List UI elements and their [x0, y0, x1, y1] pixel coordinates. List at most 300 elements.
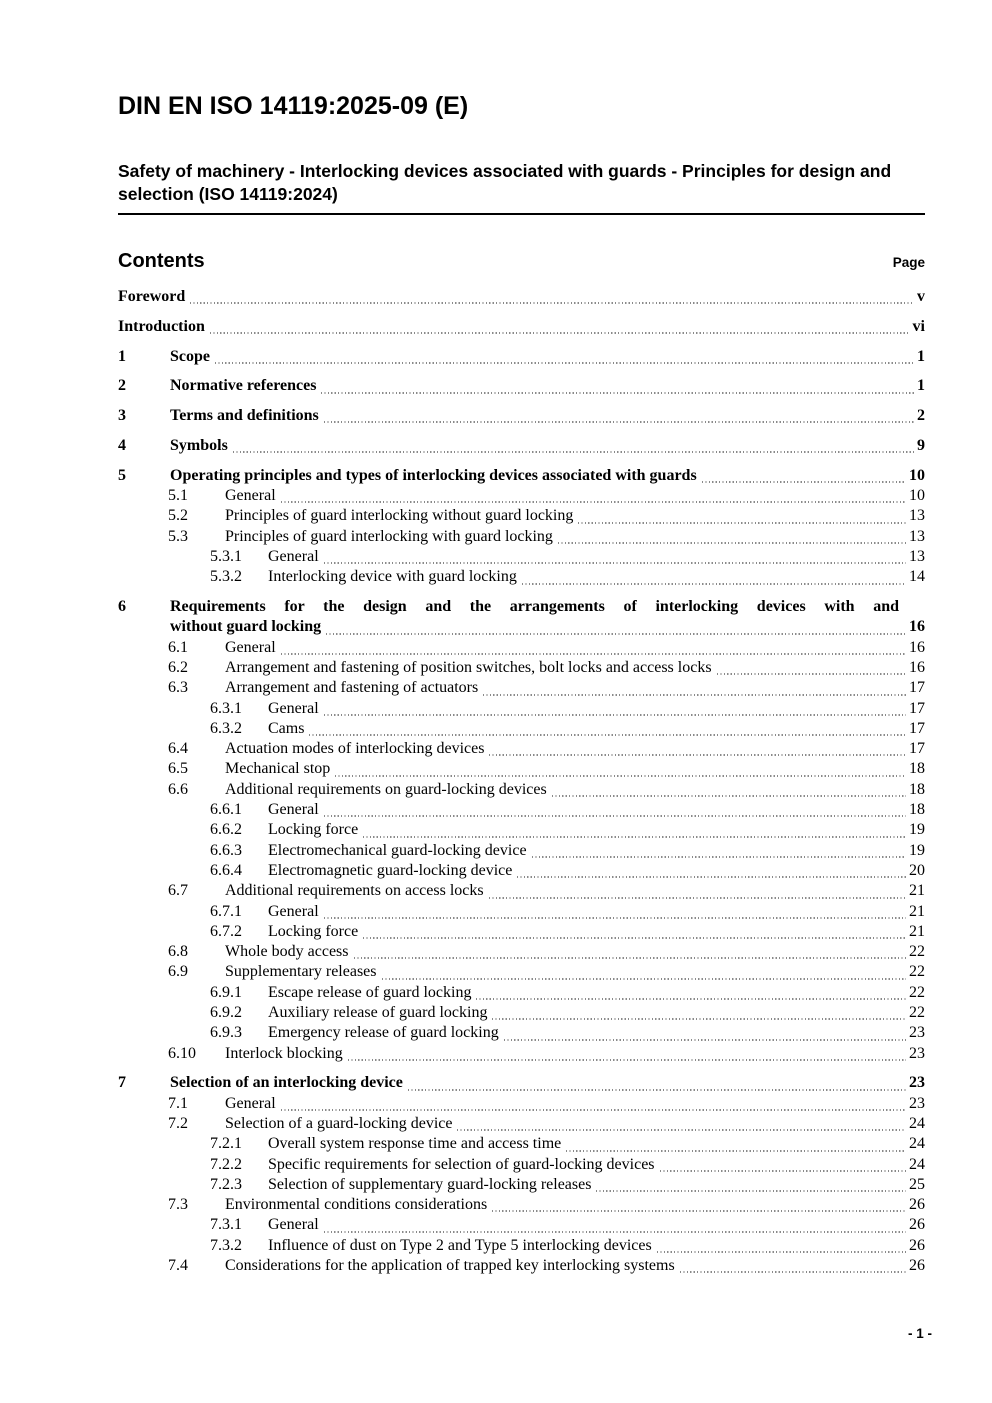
toc-entry [118, 699, 925, 719]
dot-leader [190, 302, 914, 304]
toc-entry-line [225, 962, 925, 982]
toc-entry [118, 962, 925, 982]
toc-entry-title: Overall system response time and access time [268, 1135, 562, 1153]
toc-entry-title: Auxiliary release of guard locking [268, 1004, 488, 1021]
toc-entry-number: 7.1 [168, 1094, 188, 1112]
toc-entry-body [268, 1236, 925, 1256]
toc-entry [118, 347, 925, 367]
toc-entry-title: General [268, 902, 319, 920]
dot-leader [363, 836, 906, 838]
toc-page-number: 17 [909, 740, 925, 758]
toc-entry-body [268, 699, 925, 719]
toc-entry [118, 486, 925, 506]
toc-entry-line [268, 800, 925, 820]
page-number-footer: - 1 - [907, 1326, 932, 1341]
toc-entry-body [170, 406, 925, 426]
toc-entry-number: 7.2.1 [210, 1135, 242, 1153]
toc-entry [118, 1134, 925, 1154]
toc-entry [118, 506, 925, 526]
dot-leader [657, 1251, 906, 1253]
toc-page-number: 22 [909, 983, 925, 1001]
toc-entry [118, 780, 925, 800]
toc-page-number: 16 [909, 658, 925, 676]
toc-entry-number: 5.3.2 [210, 568, 242, 586]
toc-entry-number: 6.8 [168, 943, 188, 961]
toc-entry-number: 6.10 [168, 1044, 196, 1062]
toc-page-number: 23 [909, 1094, 925, 1112]
dot-leader [215, 362, 914, 364]
dot-leader [596, 1190, 906, 1192]
toc-entry [118, 1236, 925, 1256]
toc-entry-line [268, 902, 925, 922]
toc-entry-body [170, 347, 925, 367]
toc-entry [118, 1256, 925, 1276]
toc-page-number: 17 [909, 719, 925, 737]
toc-page-number: 18 [909, 760, 925, 778]
toc-entry-line [225, 1195, 925, 1215]
document-number: DIN EN ISO 14119:2025-09 (E) [118, 92, 469, 120]
dot-leader [457, 1129, 906, 1131]
toc-entry-line [225, 942, 925, 962]
toc-entry-title: Electromagnetic guard-locking device [268, 861, 513, 879]
toc-entry-body [225, 678, 925, 698]
toc-entry-body [170, 376, 925, 396]
toc-entry-number: 6.9.2 [210, 1004, 242, 1021]
dot-leader [324, 1231, 906, 1233]
toc-entry-number: 7.3.1 [210, 1216, 242, 1234]
toc-page-number: 24 [909, 1135, 925, 1153]
dot-leader [335, 775, 906, 777]
toc-page-number: 21 [909, 902, 925, 920]
toc-entry-body [225, 658, 925, 678]
toc-entry-number: 5.3.1 [210, 547, 242, 565]
toc-page-number: 2 [917, 407, 925, 425]
toc-entry-line [225, 486, 925, 506]
toc-entry [118, 1044, 925, 1064]
toc-entry-body [225, 486, 925, 506]
toc-entry-title: Mechanical stop [225, 760, 331, 778]
toc-entry-number: 2 [118, 377, 126, 395]
toc-entry-body [170, 436, 925, 456]
dot-leader [281, 501, 906, 503]
dot-leader [489, 897, 906, 899]
toc-page-number: 19 [909, 841, 925, 859]
dot-leader [321, 392, 914, 394]
toc-page-number: 26 [909, 1257, 925, 1275]
toc-entry [118, 436, 925, 456]
toc-entry-line [268, 820, 925, 840]
toc-entry-title: Selection of supplementary guard-locking releases [268, 1175, 592, 1193]
toc-entry-number: 6.2 [168, 658, 188, 676]
toc-entry [118, 567, 925, 587]
toc-entry-title: Terms and definitions [170, 407, 319, 425]
toc-entry-body [268, 861, 925, 881]
toc-entry-body [225, 739, 925, 759]
toc-page-number: 1 [917, 377, 925, 395]
toc-entry-number: 6.7 [168, 882, 188, 900]
toc-entry-body [170, 466, 925, 486]
toc-entry-body [225, 942, 925, 962]
toc-page-number: 24 [909, 1155, 925, 1173]
contents-header-row [118, 248, 925, 274]
toc-entry-body [268, 1023, 925, 1043]
toc-page-number: 13 [909, 547, 925, 565]
toc-entry-line [225, 678, 925, 698]
toc-entry [118, 527, 925, 547]
toc-entry-title: Specific requirements for selection of guard-locking devices [268, 1155, 655, 1173]
toc-entry-number: 4 [118, 436, 126, 454]
toc-entry [118, 942, 925, 962]
toc-entry-line [268, 983, 925, 1003]
toc-entry-title: Supplementary releases [225, 963, 377, 981]
toc-entry [118, 406, 925, 426]
toc-entry [118, 1175, 925, 1195]
toc-entry [118, 1073, 925, 1093]
dot-leader [324, 917, 906, 919]
toc-entry [118, 719, 925, 739]
toc-entry-title: Operating principles and types of interlocking devices associated with guards [170, 466, 697, 484]
toc-entry-title: Emergency release of guard locking [268, 1024, 499, 1042]
toc-entry-line [225, 1114, 925, 1134]
toc-entry [118, 1094, 925, 1114]
dot-leader [660, 1170, 906, 1172]
toc-entry-number: 6.9.3 [210, 1024, 242, 1042]
toc-entry-number: 6.5 [168, 760, 188, 778]
toc-entry-title: Electromechanical guard-locking device [268, 841, 527, 859]
toc-entry-number: 6.6 [168, 780, 188, 798]
toc-entry-line [225, 881, 925, 901]
toc-entry-body [268, 820, 925, 840]
toc-entry-line [170, 347, 925, 367]
toc-entry-body [225, 1094, 925, 1114]
toc-page-number: 26 [909, 1196, 925, 1214]
toc-entry-body [225, 780, 925, 800]
dot-leader [702, 481, 906, 483]
dot-leader [558, 542, 906, 544]
toc-entry-line [225, 506, 925, 526]
toc-entry-title: Principles of guard interlocking with guard locking [225, 527, 553, 545]
toc-entry-title: Foreword [118, 288, 186, 305]
toc-entry-title: Introduction [118, 317, 205, 335]
toc-entry-line [268, 841, 925, 861]
toc-entry [118, 597, 925, 638]
toc-entry-title: Additional requirements on access locks [225, 882, 484, 900]
toc-page-number: 10 [909, 466, 925, 484]
toc-entry-number: 6.6.4 [210, 861, 242, 879]
toc-entry-line [268, 1215, 925, 1235]
toc-entry-body [268, 1003, 925, 1023]
toc-entry [118, 547, 925, 567]
toc-entry-title: Interlocking device with guard locking [268, 568, 517, 586]
toc-entry-title: Symbols [170, 436, 228, 454]
toc-entry-body [118, 287, 925, 307]
toc-entry-line [268, 922, 925, 942]
toc-entry-line [268, 699, 925, 719]
toc-entry-number: 6.3.2 [210, 719, 242, 737]
toc-page-number: 18 [909, 801, 925, 819]
toc-entry [118, 759, 925, 779]
toc-entry-title: Arrangement and fastening of position switches, bolt locks and access locks [225, 658, 712, 676]
toc-entry-line [268, 861, 925, 881]
toc-page-number: 21 [909, 922, 925, 940]
toc-entry-line [268, 1175, 925, 1195]
toc-entry [118, 638, 925, 658]
toc-entry-line [268, 719, 925, 739]
toc-entry-line [170, 376, 925, 396]
toc-entry [118, 881, 925, 901]
table-of-contents [118, 287, 925, 1276]
toc-entry-body [268, 800, 925, 820]
toc-entry-title: Influence of dust on Type 2 and Type 5 interlocking devices [268, 1236, 652, 1254]
toc-entry-body [225, 1114, 925, 1134]
toc-entry-number: 7.3.2 [210, 1236, 242, 1254]
toc-entry-body [225, 527, 925, 547]
toc-page-number: 23 [909, 1024, 925, 1042]
toc-entry [118, 800, 925, 820]
dot-leader [717, 673, 906, 675]
toc-entry-body [268, 1155, 925, 1175]
toc-entry-line [225, 638, 925, 658]
toc-page-number: 14 [909, 568, 925, 586]
toc-entry [118, 1215, 925, 1235]
toc-entry-title: Whole body access [225, 943, 349, 961]
dot-leader [504, 1039, 906, 1041]
contents-heading: Contents [118, 250, 205, 272]
toc-entry-line [170, 406, 925, 426]
toc-entry-title: Interlock blocking [225, 1044, 343, 1062]
toc-entry-title: General [225, 1094, 276, 1112]
toc-entry-body [225, 638, 925, 658]
toc-entry-number: 1 [118, 347, 126, 365]
toc-page-number: 24 [909, 1114, 925, 1132]
toc-entry-number: 7.2 [168, 1114, 188, 1132]
toc-entry-number: 7.4 [168, 1257, 188, 1275]
toc-entry-body [225, 962, 925, 982]
toc-entry-title: Environmental conditions considerations [225, 1196, 488, 1214]
toc-entry-line [225, 1256, 925, 1276]
dot-leader [578, 522, 906, 524]
toc-page-number: 22 [909, 963, 925, 981]
toc-entry-number: 6.3 [168, 679, 188, 697]
toc-entry-number: 7.2.2 [210, 1155, 242, 1173]
dot-leader [408, 1089, 906, 1091]
toc-entry-line [268, 547, 925, 567]
document-title: Safety of machinery - Interlocking devices associated with guards - Principles for design and selection (ISO 14119:2024) [118, 160, 925, 215]
toc-entry-body [268, 841, 925, 861]
toc-entry-number: 6.6.2 [210, 821, 242, 839]
toc-entry-body [268, 983, 925, 1003]
toc-entry-line [268, 1155, 925, 1175]
toc-entry-number: 7.3 [168, 1196, 188, 1214]
toc-entry-line [225, 527, 925, 547]
toc-entry-number: 6.6.1 [210, 801, 242, 819]
dot-leader [363, 937, 906, 939]
toc-page-number: 16 [909, 638, 925, 656]
toc-page-number: 20 [909, 861, 925, 879]
dot-leader [210, 332, 910, 334]
toc-page-number: 26 [909, 1236, 925, 1254]
toc-entry-title: Selection of a guard-locking device [225, 1114, 453, 1132]
toc-entry-number: 7 [118, 1074, 126, 1092]
toc-entry-line [225, 658, 925, 678]
toc-entry-number: 6.6.3 [210, 841, 242, 859]
toc-entry-line [170, 436, 925, 456]
toc-entry-body [118, 317, 925, 337]
toc-entry-line [225, 759, 925, 779]
toc-page-number: 22 [909, 943, 925, 961]
dot-leader [522, 583, 906, 585]
toc-entry-title: Scope [170, 347, 210, 365]
toc-entry-body [225, 881, 925, 901]
toc-entry [118, 902, 925, 922]
toc-entry-body [268, 1134, 925, 1154]
dot-leader [326, 633, 906, 635]
toc-entry-body [268, 922, 925, 942]
toc-entry-line [268, 1023, 925, 1043]
dot-leader [354, 957, 906, 959]
page-column-label: Page [892, 255, 925, 270]
toc-entry [118, 317, 925, 337]
toc-page-number: 26 [909, 1216, 925, 1234]
dot-leader [492, 1210, 906, 1212]
toc-entry-title: Additional requirements on guard-locking devices [225, 780, 547, 798]
toc-entry-number: 6.9.1 [210, 983, 242, 1001]
toc-entry-title: General [268, 1216, 319, 1234]
dot-leader [489, 754, 906, 756]
toc-entry [118, 1155, 925, 1175]
dot-leader [324, 714, 906, 716]
toc-page-number: 23 [909, 1074, 925, 1092]
toc-entry-title: General [268, 547, 319, 565]
toc-entry-number: 6.9 [168, 963, 188, 981]
dot-leader [552, 795, 906, 797]
toc-entry-body [268, 567, 925, 587]
toc-page-number: 13 [909, 507, 925, 525]
toc-entry-line [225, 1094, 925, 1114]
toc-entry [118, 841, 925, 861]
toc-page-number: 9 [917, 436, 925, 454]
dot-leader [680, 1271, 906, 1273]
toc-entry-number: 5.1 [168, 487, 188, 505]
toc-entry-number: 5.2 [168, 507, 188, 525]
toc-entry-number: 6.3.1 [210, 699, 242, 717]
toc-entry [118, 658, 925, 678]
toc-entry-body [225, 1256, 925, 1276]
toc-entry [118, 1023, 925, 1043]
toc-entry-line [225, 780, 925, 800]
toc-entry-number: 6 [118, 598, 126, 616]
toc-page-number: vi [912, 317, 925, 335]
toc-entry [118, 1195, 925, 1215]
toc-entry-line [268, 1003, 925, 1023]
toc-entry-body [268, 1215, 925, 1235]
toc-entry-title: Actuation modes of interlocking devices [225, 740, 485, 758]
toc-entry-title: General [225, 638, 276, 656]
toc-entry-title: Locking force [268, 821, 359, 839]
dot-leader [324, 562, 906, 564]
toc-entry-title: without guard locking [170, 618, 322, 636]
toc-page-number: 16 [909, 618, 925, 636]
toc-entry-number: 3 [118, 407, 126, 425]
dot-leader [492, 1018, 906, 1020]
toc-entry-line [268, 1236, 925, 1256]
toc-entry-line [268, 1134, 925, 1154]
dot-leader [517, 876, 906, 878]
toc-entry-body [268, 547, 925, 567]
toc-entry-body [170, 597, 925, 638]
toc-entry-number: 6.7.2 [210, 922, 242, 940]
toc-entry-line [225, 1044, 925, 1064]
toc-entry [118, 820, 925, 840]
toc-page-number: 17 [909, 699, 925, 717]
toc-entry [118, 376, 925, 396]
toc-entry-body [225, 506, 925, 526]
toc-page-number: 10 [909, 487, 925, 505]
toc-entry-title: Selection of an interlocking device [170, 1074, 403, 1092]
toc-entry-line [170, 466, 925, 486]
toc-entry-number: 5.3 [168, 527, 188, 545]
toc-entry [118, 287, 925, 307]
toc-entry-title: General [225, 487, 276, 505]
toc-entry-line [268, 567, 925, 587]
dot-leader [309, 734, 906, 736]
toc-entry-title: Requirements for the design and the arrangements of interlocking devices with and [170, 598, 899, 616]
toc-entry-number: 6.1 [168, 638, 188, 656]
toc-entry-title: Considerations for the application of trapped key interlocking systems [225, 1257, 675, 1275]
toc-entry-line [170, 617, 925, 637]
toc-entry-title: Normative references [170, 377, 317, 395]
toc-page-number: 23 [909, 1044, 925, 1062]
toc-entry-title: General [268, 801, 319, 819]
toc-entry-number: 6.7.1 [210, 902, 242, 920]
toc-entry-title: Principles of guard interlocking without guard locking [225, 507, 574, 525]
toc-entry-line [118, 317, 925, 337]
toc-entry-number: 5 [118, 466, 126, 484]
toc-page-number: 13 [909, 527, 925, 545]
toc-entry-body [225, 759, 925, 779]
toc-entry-body [225, 1044, 925, 1064]
toc-entry-line [118, 287, 925, 307]
toc-entry-body [225, 1195, 925, 1215]
toc-entry-number: 6.4 [168, 740, 188, 758]
toc-entry-body [268, 719, 925, 739]
dot-leader [476, 998, 906, 1000]
dot-leader [281, 653, 906, 655]
toc-entry-body [268, 902, 925, 922]
toc-entry-body [268, 1175, 925, 1195]
toc-entry-title: General [268, 699, 319, 717]
toc-entry [118, 1114, 925, 1134]
toc-page-number: 25 [909, 1175, 925, 1193]
dot-leader [483, 694, 906, 696]
toc-entry-line [170, 1073, 925, 1093]
dot-leader [233, 451, 914, 453]
toc-page-number: 1 [917, 347, 925, 365]
dot-leader [324, 421, 914, 423]
toc-page-number: v [917, 288, 925, 305]
dot-leader [566, 1150, 906, 1152]
toc-page-number: 19 [909, 821, 925, 839]
toc-entry-number: 7.2.3 [210, 1175, 242, 1193]
toc-entry-title: Arrangement and fastening of actuators [225, 679, 479, 697]
toc-entry [118, 739, 925, 759]
toc-entry [118, 861, 925, 881]
toc-page-number: 22 [909, 1004, 925, 1021]
dot-leader [532, 856, 906, 858]
toc-entry [118, 983, 925, 1003]
toc-entry-line [225, 739, 925, 759]
toc-page-number: 21 [909, 882, 925, 900]
